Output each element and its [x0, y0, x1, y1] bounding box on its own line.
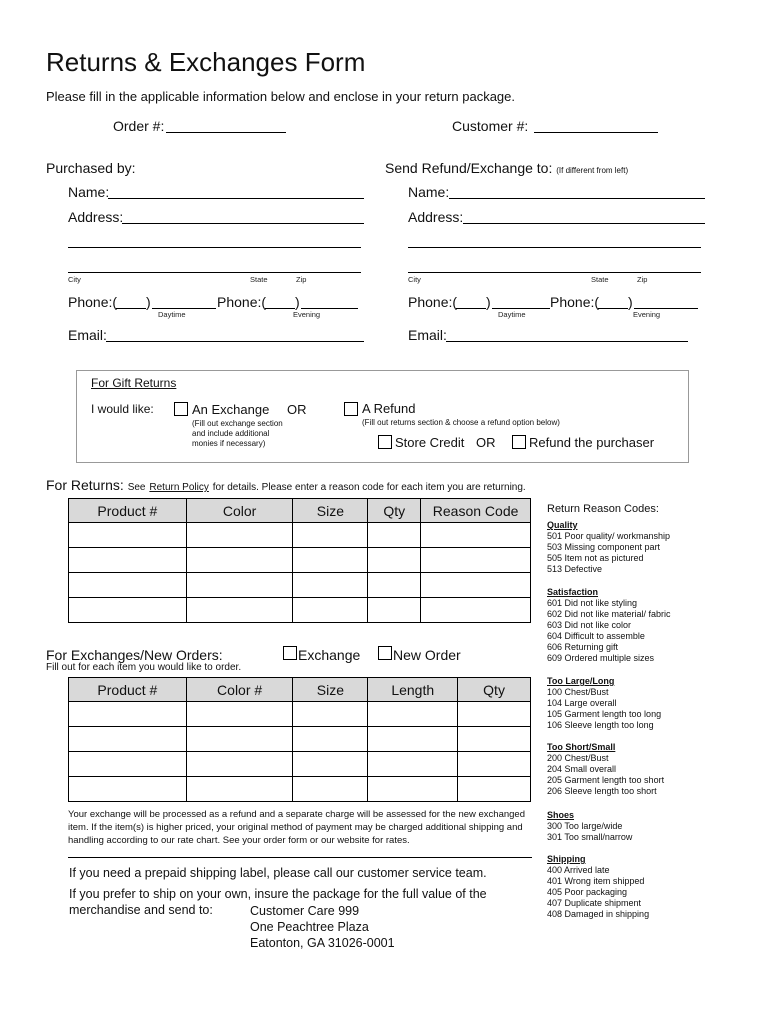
- exchanges-heading: For Exchanges/New Orders:: [46, 647, 223, 663]
- table-row[interactable]: [69, 598, 531, 623]
- gift-exchange-checkbox[interactable]: [174, 402, 188, 416]
- reason-code-item: 105 Garment length too long: [547, 709, 662, 719]
- pb-address-label: Address:: [68, 209, 124, 225]
- pb-address-field-1[interactable]: [122, 223, 364, 224]
- pb-address-field-2[interactable]: [68, 247, 361, 248]
- new-order-option-label: New Order: [393, 647, 461, 663]
- st-phone2-area-field[interactable]: [598, 308, 628, 309]
- pb-evening-label: Evening: [293, 310, 321, 319]
- st-state-label: State: [591, 275, 609, 284]
- st-phone-paren: ): [486, 294, 491, 310]
- reason-code-item: 206 Sleeve length too short: [547, 786, 657, 796]
- st-address-label: Address:: [408, 209, 464, 225]
- st-name-field[interactable]: [449, 198, 705, 199]
- reason-code-item: 104 Large overall: [547, 698, 617, 708]
- reason-group-quality: [547, 520, 670, 575]
- reason-code-item: 405 Poor packaging: [547, 887, 628, 897]
- reason-code-item: 513 Defective: [547, 564, 603, 574]
- reason-code-item: 200 Chest/Bust: [547, 753, 609, 763]
- reason-code-item: 501 Poor quality/ workmanship: [547, 531, 671, 541]
- returns-col-size: Size: [293, 499, 368, 523]
- st-city-label: City: [408, 275, 421, 284]
- reason-code-item: 604 Difficult to assemble: [547, 631, 645, 641]
- store-credit-label: Store Credit: [395, 435, 465, 450]
- customer-label: Customer #:: [452, 118, 529, 134]
- st-phone-area-field[interactable]: [456, 308, 486, 309]
- st-daytime-label: Daytime: [498, 310, 526, 319]
- pb-name-field[interactable]: [108, 198, 364, 199]
- exchange-option-label: Exchange: [298, 647, 361, 663]
- intro-text: Please fill in the applicable information below and enclose in your return package.: [46, 89, 516, 104]
- returns-table: [68, 498, 531, 623]
- pb-email-label: Email:: [68, 327, 107, 343]
- exchanges-table: [68, 677, 531, 802]
- returns-col-color: Color: [186, 499, 293, 523]
- reason-code-item: 408 Damaged in shipping: [547, 909, 650, 919]
- reason-code-item: 100 Chest/Bust: [547, 687, 609, 697]
- shipping-line-1: If you need a prepaid shipping label, please call our customer service team.: [69, 866, 487, 880]
- exchanges-col-color: Color #: [186, 678, 293, 702]
- order-field[interactable]: [166, 132, 286, 133]
- reason-code-item: 609 Ordered multiple sizes: [547, 653, 655, 663]
- st-name-label: Name:: [408, 184, 450, 200]
- reason-code-item: 205 Garment length too short: [547, 775, 665, 785]
- pb-phone-area-field[interactable]: [116, 308, 146, 309]
- reason-code-item: 301 Too small/narrow: [547, 832, 633, 842]
- pb-phone2-label: Phone:(: [217, 294, 267, 310]
- reason-group-satisfaction: [547, 587, 671, 664]
- st-address-field-2[interactable]: [408, 247, 701, 248]
- send-to-heading: Send Refund/Exchange to: (If different from left): [385, 160, 629, 176]
- reason-code-item: 106 Sleeve length too long: [547, 720, 654, 730]
- gift-or-1: OR: [287, 402, 307, 417]
- reason-group-too-large: [547, 676, 661, 731]
- table-row[interactable]: [69, 777, 531, 802]
- table-row[interactable]: [69, 702, 531, 727]
- reason-codes-heading: Return Reason Codes:: [547, 503, 659, 515]
- exchanges-col-length: Length: [368, 678, 458, 702]
- pb-phone2-field[interactable]: [301, 308, 358, 309]
- table-row[interactable]: [69, 752, 531, 777]
- reason-group-shoes: [547, 810, 632, 843]
- pb-city-label: City: [68, 275, 81, 284]
- reason-code-item: 602 Did not like material/ fabric: [547, 609, 671, 619]
- exchanges-col-product: Product #: [69, 678, 187, 702]
- pb-daytime-label: Daytime: [158, 310, 186, 319]
- st-evening-label: Evening: [633, 310, 661, 319]
- pb-name-label: Name:: [68, 184, 110, 200]
- customer-field[interactable]: [534, 132, 658, 133]
- reason-code-item: 401 Wrong item shipped: [547, 876, 645, 886]
- st-phone-field[interactable]: [492, 308, 550, 309]
- refund-purchaser-label: Refund the purchaser: [529, 435, 655, 450]
- st-phone2-paren: ): [628, 294, 633, 310]
- exchange-note: Your exchange will be processed as a refund and a separate charge will be assessed for the new exchanged item. If the item(s) is higher priced, your original method of payment may be charged additional shipping and handling according to our rate chart. See your order form or our website for rates.: [68, 809, 525, 846]
- reason-code-item: 601 Did not like styling: [547, 598, 638, 608]
- reason-code-item: 606 Returning gift: [547, 642, 619, 652]
- st-email-field[interactable]: [446, 341, 688, 342]
- pb-phone2-area-field[interactable]: [265, 308, 295, 309]
- reason-group-title: Shipping: [547, 854, 586, 864]
- table-row[interactable]: [69, 727, 531, 752]
- reason-group-title: Quality: [547, 520, 578, 530]
- reason-group-title: Shoes: [547, 810, 575, 820]
- st-address-field-1[interactable]: [463, 223, 705, 224]
- return-address: Customer Care 999 One Peachtree Plaza Eatonton, GA 31026-0001: [250, 904, 395, 950]
- table-row[interactable]: [69, 523, 531, 548]
- exchanges-col-qty: Qty: [458, 678, 531, 702]
- table-row[interactable]: [69, 573, 531, 598]
- purchased-by-heading: Purchased by:: [46, 160, 136, 176]
- pb-state-label: State: [250, 275, 268, 284]
- pb-phone-paren: ): [146, 294, 151, 310]
- divider: [68, 857, 532, 858]
- exchange-checkbox[interactable]: [283, 646, 297, 660]
- reason-group-title: Satisfaction: [547, 587, 599, 597]
- shipping-line-3: merchandise and send to:: [69, 903, 213, 917]
- returns-col-qty: Qty: [368, 499, 421, 523]
- reason-code-item: 603 Did not like color: [547, 620, 632, 630]
- pb-phone2-paren: ): [295, 294, 300, 310]
- reason-code-item: 505 Item not as pictured: [547, 553, 644, 563]
- pb-phone-label: Phone:(: [68, 294, 118, 310]
- gift-heading: For Gift Returns: [91, 376, 177, 390]
- order-label: Order #:: [113, 118, 165, 134]
- st-city-field[interactable]: [408, 272, 701, 273]
- shipping-line-2: If you prefer to ship on your own, insure the package for the full value of the: [69, 887, 487, 901]
- gift-refund-checkbox[interactable]: [344, 402, 358, 416]
- reason-code-item: 400 Arrived late: [547, 865, 610, 875]
- st-email-label: Email:: [408, 327, 447, 343]
- reason-code-item: 300 Too large/wide: [547, 821, 623, 831]
- gift-would-like: I would like:: [91, 402, 154, 416]
- reason-group-too-short: [547, 742, 664, 797]
- gift-or-2: OR: [476, 435, 496, 450]
- gift-exchange-note: (Fill out exchange section and include additional monies if necessary): [192, 419, 283, 448]
- gift-refund-note: (Fill out returns section & choose a refund option below): [362, 418, 560, 427]
- table-row[interactable]: [69, 548, 531, 573]
- gift-exchange-label: An Exchange: [192, 402, 270, 417]
- return-policy-link[interactable]: Return Policy: [149, 482, 209, 493]
- st-phone-label: Phone:(: [408, 294, 458, 310]
- reason-group-shipping: [547, 854, 649, 920]
- st-zip-label: Zip: [637, 275, 648, 284]
- reason-code-item: 407 Duplicate shipment: [547, 898, 642, 908]
- exchanges-col-size: Size: [293, 678, 368, 702]
- pb-email-field[interactable]: [106, 341, 364, 342]
- reason-code-item: 503 Missing component part: [547, 542, 661, 552]
- reason-group-title: Too Large/Long: [547, 676, 615, 686]
- new-order-checkbox[interactable]: [378, 646, 392, 660]
- returns-col-reason: Reason Code: [421, 499, 531, 523]
- form-title: Returns & Exchanges Form: [46, 47, 366, 77]
- returns-col-product: Product #: [69, 499, 187, 523]
- pb-zip-label: Zip: [296, 275, 307, 284]
- st-phone2-field[interactable]: [634, 308, 698, 309]
- pb-phone-field[interactable]: [152, 308, 216, 309]
- pb-city-field[interactable]: [68, 272, 361, 273]
- reason-group-title: Too Short/Small: [547, 742, 616, 752]
- store-credit-checkbox[interactable]: [378, 435, 392, 449]
- st-phone2-label: Phone:(: [550, 294, 600, 310]
- exchanges-sub: Fill out for each item you would like to order.: [46, 662, 242, 673]
- refund-purchaser-checkbox[interactable]: [512, 435, 526, 449]
- reason-code-item: 204 Small overall: [547, 764, 617, 774]
- gift-refund-label: A Refund: [362, 401, 416, 416]
- returns-heading: For Returns: See Return Policy for details. Please enter a reason code for each item you are returning.: [46, 477, 526, 493]
